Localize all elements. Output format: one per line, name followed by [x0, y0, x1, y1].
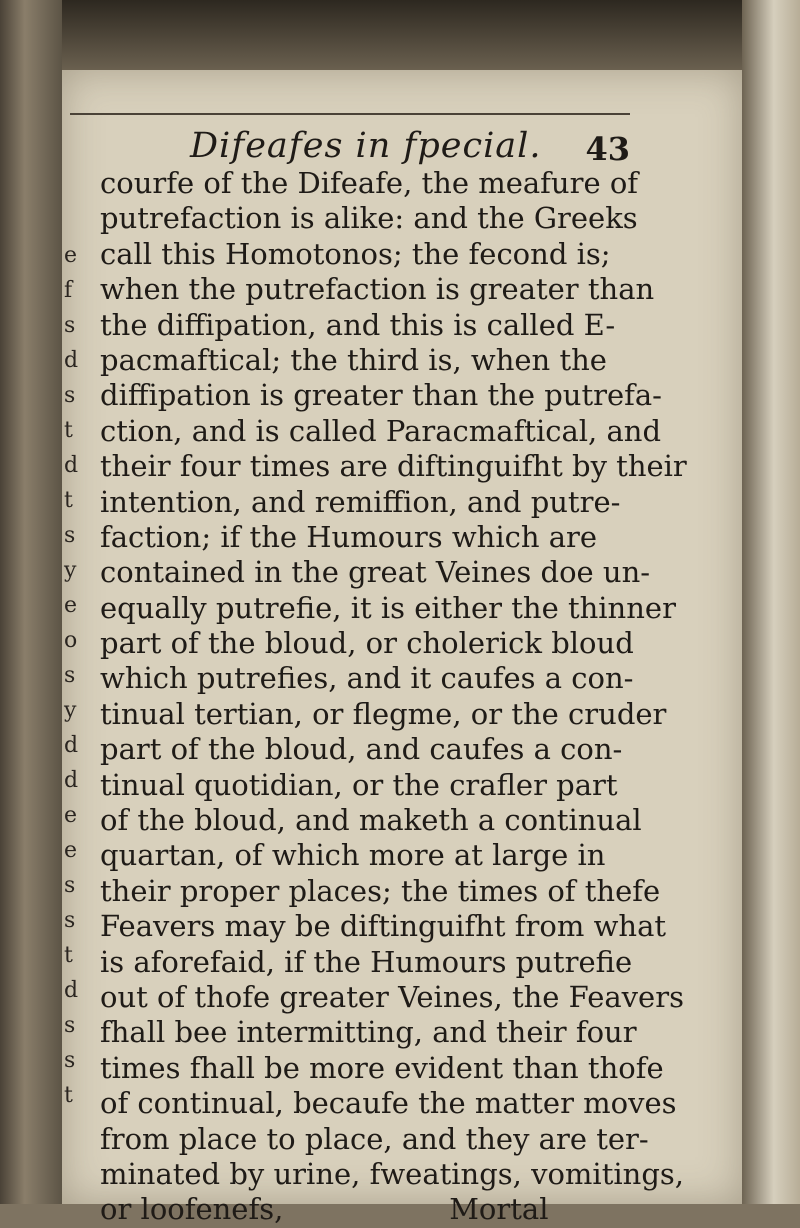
margin-glyph: t: [64, 943, 73, 968]
margin-glyph: s: [64, 908, 76, 933]
margin-glyph: t: [64, 418, 73, 443]
margin-glyph: f: [64, 278, 73, 303]
text-line: pacmaftical; the third is, when the: [100, 342, 607, 377]
text-line: fhall bee intermitting, and their four: [100, 1015, 637, 1050]
margin-glyph: o: [64, 628, 78, 653]
text-line: tinual quotidian, or the crafler part: [100, 767, 618, 802]
text-line: diffipation is greater than the putrefa-: [100, 378, 662, 413]
text-line: quartan, of which more at large in: [100, 838, 606, 873]
facing-page-margin-glyphs: [64, 238, 86, 1113]
text-line: part of the bloud, and caufes a con-: [100, 732, 623, 767]
text-line: tinual tertian, or flegme, or the cruder: [100, 696, 667, 731]
text-line: Feavers may be diftinguifht from what: [100, 909, 667, 944]
margin-glyph: t: [64, 1083, 73, 1108]
text-line: when the putrefaction is greater than: [100, 272, 655, 307]
margin-glyph: t: [64, 488, 73, 513]
text-line: which putrefies, and it caufes a con-: [100, 661, 634, 696]
margin-glyph: e: [64, 803, 78, 828]
margin-glyph: d: [64, 733, 79, 758]
margin-glyph: d: [64, 768, 79, 793]
header-rule: [70, 113, 630, 115]
text-line: intention, and remiffion, and putre-: [100, 484, 621, 519]
text-line: from place to place, and they are ter-: [100, 1121, 649, 1156]
scan-right-edge: [742, 0, 800, 1204]
scan-top-shadow: [0, 0, 800, 70]
margin-glyph: s: [64, 1013, 76, 1038]
margin-glyph: d: [64, 978, 79, 1003]
margin-glyph: s: [64, 1048, 76, 1073]
margin-glyph: s: [64, 663, 76, 688]
margin-glyph: e: [64, 593, 78, 618]
text-line: the diffipation, and this is called E-: [100, 307, 616, 342]
text-line: courfe of the Difeafe, the meafure of: [100, 166, 639, 200]
text-line: out of thofe greater Veines, the Feavers: [100, 979, 684, 1014]
text-line: or loofenefs, Mortal: [100, 1192, 549, 1227]
text-line: of continual, becaufe the matter moves: [100, 1086, 677, 1121]
text-line: is aforefaid, if the Humours putrefie: [100, 944, 633, 979]
margin-glyph: s: [64, 523, 76, 548]
margin-glyph: s: [64, 873, 76, 898]
margin-glyph: d: [64, 453, 79, 478]
text-line: their four times are diftinguifht by their: [100, 449, 687, 484]
scan-left-edge: [0, 0, 62, 1204]
text-line: contained in the great Veines doe un-: [100, 555, 651, 590]
text-line: ction, and is called Paracmaftical, and: [100, 413, 662, 448]
margin-glyph: s: [64, 313, 76, 338]
margin-glyph: y: [64, 558, 77, 583]
running-head: Difeafes in fpecial.: [190, 126, 542, 166]
text-line: equally putrefie, it is either the thinner: [100, 590, 676, 625]
margin-glyph: d: [64, 348, 79, 373]
text-line: times fhall be more evident than thofe: [100, 1050, 664, 1085]
text-line: putrefaction is alike: and the Greeks: [100, 201, 638, 236]
text-line: minated by urine, fweatings, vomitings,: [100, 1156, 684, 1191]
text-line: of the bloud, and maketh a continual: [100, 803, 642, 838]
margin-glyph: e: [64, 243, 78, 268]
body-text: [100, 166, 687, 1228]
page-number: 43: [585, 130, 630, 168]
margin-glyph: s: [64, 383, 76, 408]
text-line: part of the bloud, or cholerick bloud: [100, 626, 634, 661]
margin-glyph: y: [64, 698, 77, 723]
text-line: their proper places; the times of thefe: [100, 873, 661, 908]
margin-glyph: e: [64, 838, 78, 863]
text-line: faction; if the Humours which are: [100, 519, 598, 554]
text-line: call this Homotonos; the fecond is;: [100, 236, 611, 271]
